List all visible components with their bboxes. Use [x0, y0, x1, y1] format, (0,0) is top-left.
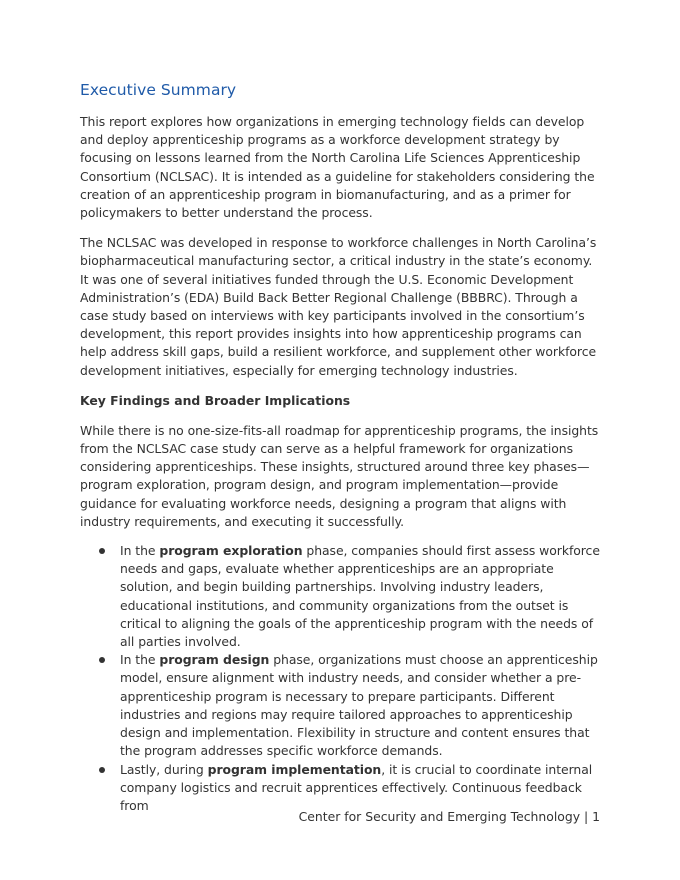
findings-list [80, 542, 604, 815]
list-item [80, 651, 604, 760]
background-paragraph: The NCLSAC was developed in response to workforce challenges in North Carolina’s biopharmaceutical manufacturing sector, a critical industry in the state’s economy. It was one of several initiatives funded through the U.S. Economic Development Administration’s (EDA) Build Back Better Regional Challenge (BBBRC). Through a case study based on interviews with key participants involved in the consortium’s development, this report provides insights into how apprenticeship programs can help address skill gaps, build a resilient workforce, and supplement other workforce development initiatives, especially for emerging technology industries. [80, 235, 597, 378]
findings-intro-paragraph: While there is no one-size-fits-all roadmap for apprenticeship programs, the insights from the NCLSAC case study can serve as a helpful framework for organizations considering apprenticeships. These insights, structured around three key phases—program exploration, program design, and program implementation—provide guidance for evaluating workforce needs, designing a program that aligns with industry requirements, and executing it successfully. [80, 422, 599, 529]
page-content [80, 80, 604, 815]
bullet-icon [99, 548, 105, 554]
bullet-bold-term: program implementation [207, 761, 382, 777]
list-item [80, 761, 604, 816]
bullet-icon [99, 767, 105, 773]
subheading: Key Findings and Broader Implications [80, 392, 351, 408]
bullet-text-before: Lastly, during [120, 761, 208, 777]
bullet-text-after: , it is crucial to coordinate internal company logistics and recruit apprentices effectively. Continuous feedback from [120, 761, 593, 813]
bullet-text-after: phase, companies should first assess workforce needs and gaps, evaluate whether apprenticeships are an appropriate solution, and begin building partnerships. Involving industry leaders, educational institutions, and community organizations from the outset is critical to aligning the goals of the apprenticeship program with the needs of all parties involved. [120, 543, 600, 650]
list-item [80, 542, 604, 651]
bullet-bold-term: program design [159, 652, 270, 668]
bullet-text-before: In the [120, 652, 160, 668]
bullet-bold-term: program exploration [159, 543, 303, 559]
intro-paragraph: This report explores how organizations in emerging technology fields can develop and deploy apprenticeship programs as a workforce development strategy by focusing on lessons learned from the North Carolina Life Sciences Apprenticeship Consortium (NCLSAC). It is intended as a guideline for stakeholders considering the creation of an apprenticeship program in biomanufacturing, and as a primer for policymakers to better understand the process. [80, 114, 595, 221]
page-footer: Center for Security and Emerging Technology | 1 [298, 809, 600, 824]
bullet-icon [99, 657, 105, 663]
bullet-text-after: phase, organizations must choose an apprenticeship model, ensure alignment with industry needs, and consider whether a pre-apprenticeship program is necessary to prepare participants. Different industries and regions may require tailored approaches to apprenticeship design and implementation. Flexibility in structure and content ensures that the program addresses specific workforce demands. [120, 652, 598, 759]
bullet-text-before: In the [120, 543, 160, 559]
section-heading: Executive Summary [80, 81, 237, 99]
